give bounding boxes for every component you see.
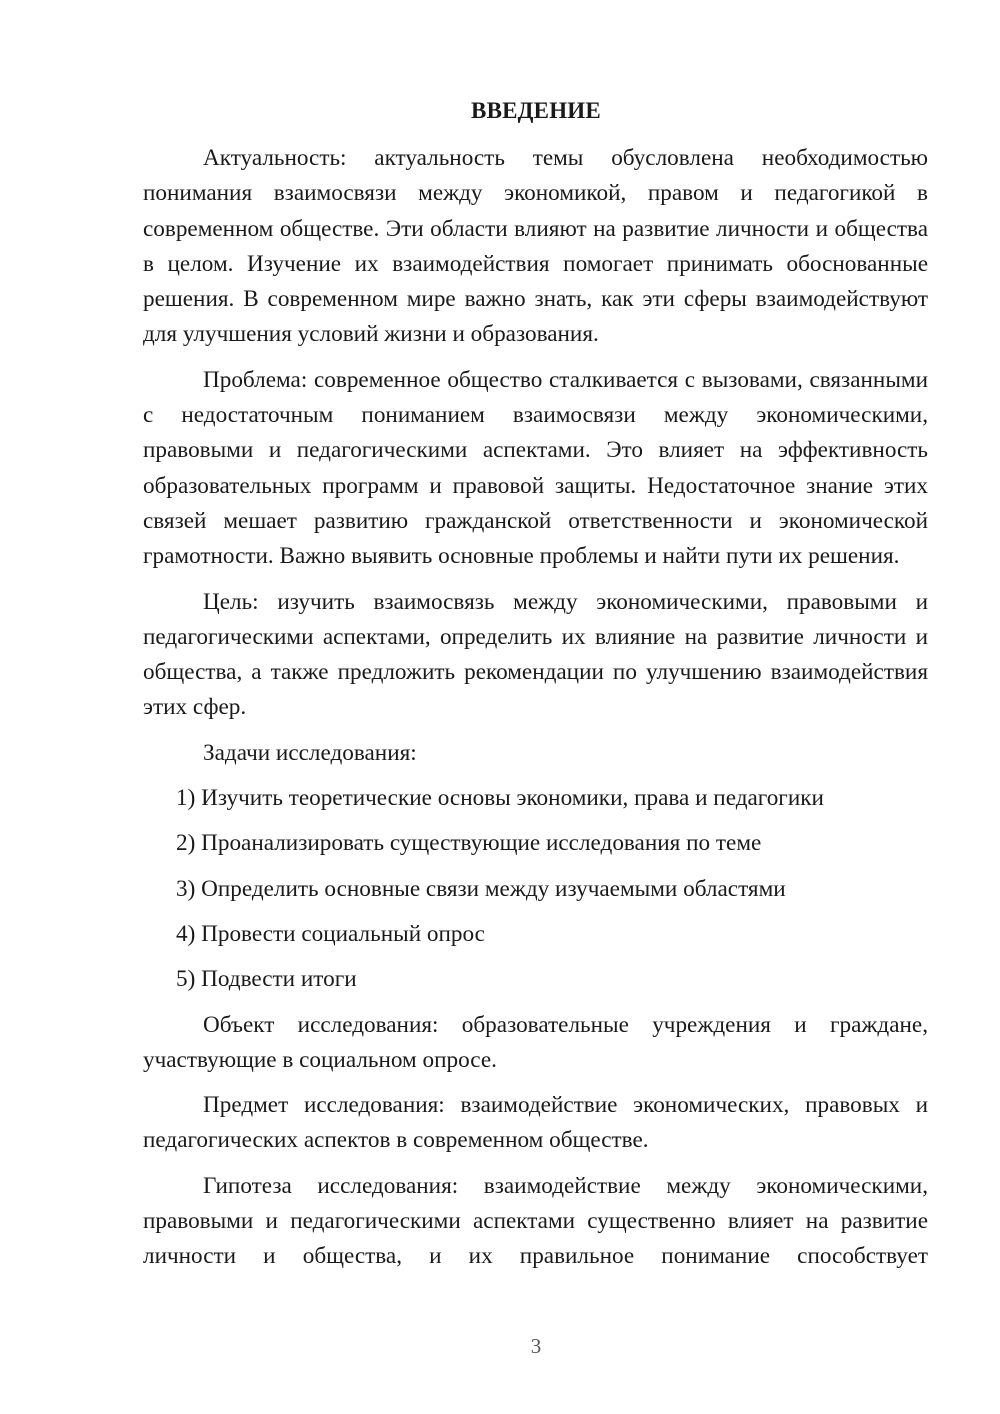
- tasks-title: Задачи исследования:: [203, 739, 417, 766]
- list-item: 3) Определить основные связи между изучаемыми областями: [176, 875, 786, 902]
- list-item: 5) Подвести итоги: [176, 966, 357, 993]
- paragraph-problem: Проблема: современное общество сталкивается с вызовами, связанными с недостаточным пониманием взаимосвязи между экономическими, правовыми и педагогическими аспектами. Это влияет на эффективность образовательных программ и правовой защиты. Недостаточное знание этих связей мешает развитию гражданской ответственности и экономической грамотности. Важно выявить основные проблемы и найти пути их решения.: [143, 366, 928, 570]
- list-item: 2) Проанализировать существующие исследования по теме: [176, 830, 762, 857]
- paragraph-subject: Предмет исследования: взаимодействие экономических, правовых и педагогических аспектов в современном обществе.: [143, 1092, 928, 1154]
- list-item: 1) Изучить теоретические основы экономики, права и педагогики: [176, 785, 824, 812]
- paragraph-relevance: Актуальность: актуальность темы обусловлена необходимостью понимания взаимосвязи между экономикой, правом и педагогикой в современном обществе. Эти области влияют на развитие личности и общества в целом. Изучение их взаимодействия помогает принимать обоснованные решения. В современном мире важно знать, как эти сферы взаимодействуют для улучшения условий жизни и образования.: [143, 145, 928, 348]
- section-heading: ВВЕДЕНИЕ: [471, 98, 601, 123]
- paragraph-object: Объект исследования: образовательные учреждения и граждане, участвующие в социальном опросе.: [143, 1011, 928, 1073]
- list-item: 4) Провести социальный опрос: [176, 920, 485, 947]
- paragraph-hypothesis: Гипотеза исследования: взаимодействие между экономическими, правовыми и педагогическими аспектами существенно влияет на развитие личности и общества, и их правильное понимание способствует: [143, 1172, 928, 1270]
- paragraph-goal: Цель: изучить взаимосвязь между экономическими, правовыми и педагогическими аспектами, определить их влияние на развитие личности и общества, а также предложить рекомендации по улучшению взаимодействия этих сфер.: [143, 588, 928, 721]
- body-text: [143, 141, 928, 1275]
- page-number: 3: [530, 1334, 542, 1358]
- task-list: [143, 781, 928, 997]
